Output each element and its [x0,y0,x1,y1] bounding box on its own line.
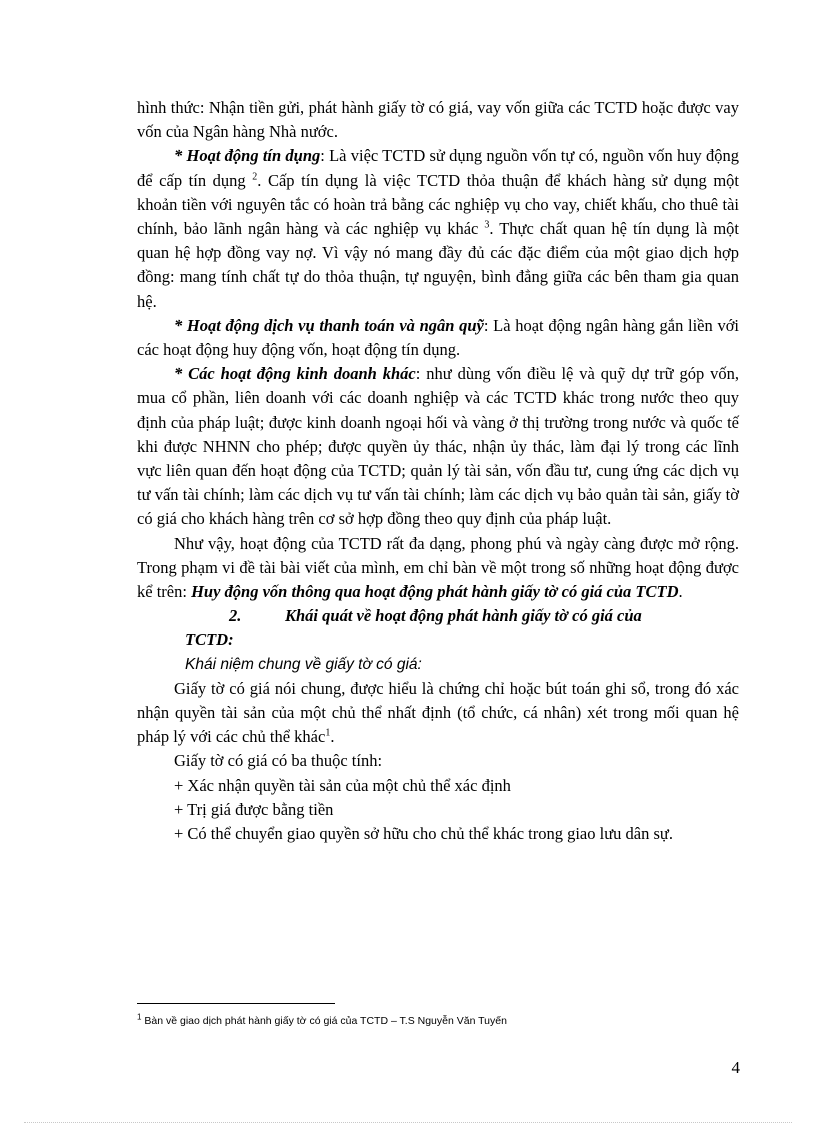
section-title-cont: TCTD: [185,630,234,650]
summary-text: Như vậy, hoạt động của TCTD rất đa dạng, phong phú và ngày càng được mở rộng. Trong phạm vi đề tài bài viết của mình, em chỉ bàn về một trong số những hoạt động được kể trên: [137,533,739,602]
credit-activity-text-c: . Thực chất quan hệ tín dụng là một quan hệ hợp đồng vay nợ. Vì vậy nó mang đầy đủ các đặc điểm của một giao dịch hợp đồng: mang tính chất tự do thỏa thuận, tự nguyện, bình đẳng giữa các bên tham gia quan hệ. [137,219,740,311]
paragraph-intro: hình thức: Nhận tiền gửi, phát hành giấy tờ có giá, vay vốn giữa các TCTD hoặc được vay vốn của Ngân hàng Nhà nước. [137,98,739,142]
credit-activity-text-a: : Là việc TCTD sử dụng nguồn vốn tự có, nguồn vốn huy động để cấp tín dụng [137,146,739,190]
paragraph-definition [137,677,739,750]
paragraph-credit-activity [137,144,739,313]
footnote-text: Bàn về giao dịch phát hành giấy tờ có giá của TCTD – T.S Nguyễn Văn Tuyến [141,1015,507,1027]
footnote-separator [137,1003,335,1004]
footnote-ref-3: 3 [484,219,490,231]
paragraph-other-business [137,362,739,531]
list-item: + Xác nhận quyền tài sản của một chủ thể xác định [174,775,511,795]
footnote-ref-2: 2 [252,171,258,183]
footnote-ref-1: 1 [325,727,331,739]
payment-services-text: : Là hoạt động ngân hàng gắn liền với các hoạt động huy động vốn, hoạt động tín dụng. [137,315,739,360]
page-number: 4 [731,1058,740,1077]
list-item: + Trị giá được bằng tiền [174,799,334,819]
paragraph-payment-services [137,314,739,362]
paragraph-properties: Giấy tờ có giá có ba thuộc tính: [174,751,383,771]
definition-end: . [330,727,335,747]
summary-emphasis: Huy động vốn thông qua hoạt động phát hành giấy tờ có giá của TCTD [191,582,679,602]
body-text [137,96,739,846]
footnote [137,1012,739,1028]
other-business-title: * Các hoạt động kinh doanh khác [174,364,416,384]
credit-activity-text-b: . Cấp tín dụng là việc TCTD thỏa thuận để khách hàng sử dụng một khoản tiền với nguyên tắc có hoàn trả bằng các nghiệp vụ cho vay, chiết khấu, cho thuê tài chính, bảo lãnh ngân hàng và các nghiệp vụ khác [137,170,739,239]
section-title: Khái quát về hoạt động phát hành giấy tờ có giá của [285,606,642,626]
credit-activity-title: * Hoạt động tín dụng [174,146,321,166]
payment-services-title: * Hoạt động dịch vụ thanh toán và ngân quỹ [174,315,484,335]
paragraph-summary [137,532,739,605]
other-business-text: : như dùng vốn điều lệ và quỹ dự trữ góp vốn, mua cổ phần, liên doanh với các doanh nghiệp và các TCTD khác trong nước theo quy định của pháp luật; được kinh doanh ngoại hối và vàng ở thị trường trong nước và quốc tế khi được NHNN cho phép; được quyền ủy thác, nhận ủy thác, làm đại lý trong các lĩnh vực liên quan đến hoạt động của TCTD; quản lý tài sản, vốn đầu tư, cung ứng các dịch vụ tư vấn tài chính; làm các dịch vụ tư vấn tài chính; làm các dịch vụ bảo quản tài sản, giấy tờ có giá cho khách hàng trên cơ sở hợp đồng theo quy định của pháp luật. [137,364,739,529]
section-number: 2. [229,606,242,626]
footnote-number: 1 [137,1012,142,1022]
subheading: Khái niệm chung về giấy tờ có giá: [185,655,422,673]
summary-end: . [678,582,683,602]
section-heading [137,604,739,628]
list-item: + Có thể chuyển giao quyền sở hữu cho chủ thể khác trong giao lưu dân sự. [174,824,673,844]
definition-text: Giấy tờ có giá nói chung, được hiểu là chứng chỉ hoặc bút toán ghi sổ, trong đó xác nhận quyền tài sản của một chủ thể nhất định (tổ chức, cá nhân) xét trong mối quan hệ pháp lý với các chủ thể khác [137,678,739,747]
